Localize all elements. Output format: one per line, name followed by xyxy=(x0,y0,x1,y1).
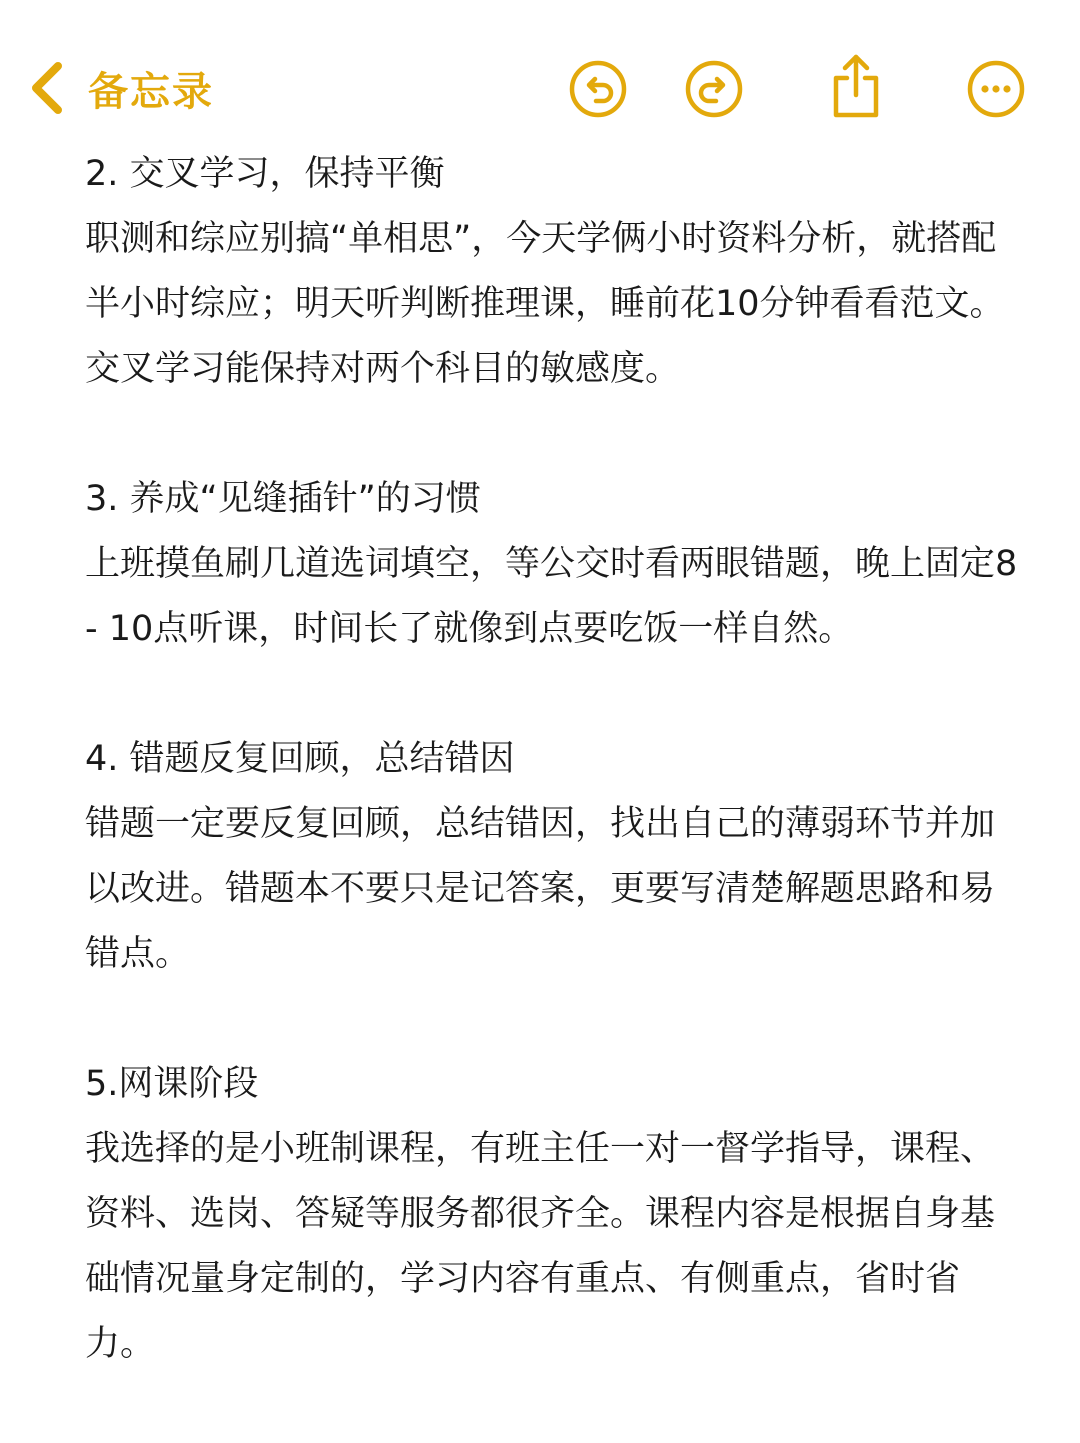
section-title: 2. 交叉学习，保持平衡 xyxy=(85,154,445,194)
undo-icon xyxy=(568,59,628,119)
more-icon xyxy=(966,59,1026,119)
note-content[interactable] xyxy=(85,142,1025,1377)
back-label: 备忘录 xyxy=(88,68,214,115)
back-button[interactable] xyxy=(28,58,214,118)
undo-button[interactable] xyxy=(568,59,628,119)
section-body: 我选择的是小班制课程，有班主任一对一督学指导，课程、资料、选岗、答疑等服务都很齐全。课程内容是根据自身基础情况量身定制的，学习内容有重点、有侧重点，省时省力。 xyxy=(85,1129,996,1364)
note-section xyxy=(85,1052,1025,1377)
note-section xyxy=(85,142,1025,402)
redo-button[interactable] xyxy=(684,59,744,119)
section-body: 上班摸鱼刷几道选词填空，等公交时看两眼错题，晚上固定8 - 10点听课，时间长了就像到点要吃饭一样自然。 xyxy=(85,544,1018,649)
section-body: 错题一定要反复回顾，总结错因，找出自己的薄弱环节并加以改进。错题本不要只是记答案，更要写清楚解题思路和易错点。 xyxy=(85,804,996,974)
note-section xyxy=(85,467,1025,662)
more-button[interactable] xyxy=(966,59,1026,119)
share-icon xyxy=(826,53,886,119)
chevron-left-icon xyxy=(28,60,66,116)
share-button[interactable] xyxy=(826,53,886,113)
navigation-bar xyxy=(0,0,1080,150)
section-title: 3. 养成“见缝插针”的习惯 xyxy=(85,479,481,519)
note-section xyxy=(85,727,1025,987)
section-title: 5.网课阶段 xyxy=(85,1064,259,1104)
redo-icon xyxy=(684,59,744,119)
section-body: 职测和综应别搞“单相思”，今天学俩小时资料分析，就搭配半小时综应；明天听判断推理课，睡前花10分钟看看范文。交叉学习能保持对两个科目的敏感度。 xyxy=(85,219,1005,389)
section-title: 4. 错题反复回顾，总结错因 xyxy=(85,739,515,779)
